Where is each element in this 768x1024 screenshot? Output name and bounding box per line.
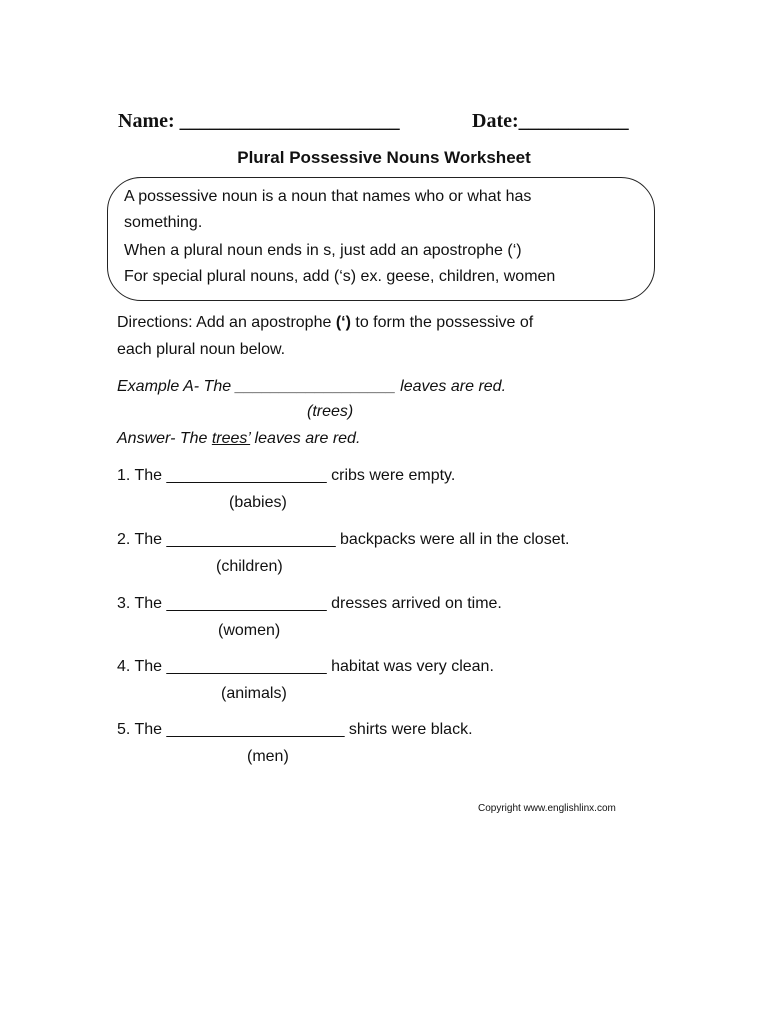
example-answer — [117, 430, 360, 448]
question-1-hint: (babies) — [229, 494, 287, 511]
answer-post: leaves are red. — [250, 430, 361, 447]
name-field — [118, 110, 400, 133]
name-blank: ______________________ — [179, 110, 400, 132]
info-line-3: When a plural noun ends in s, just add an apostrophe (‘) — [124, 242, 522, 259]
directions-text-pre: Directions: Add an apostrophe — [117, 314, 336, 331]
example-sentence: Example A- The __________________ leaves are red. — [117, 378, 507, 395]
worksheet-title: Plural Possessive Nouns Worksheet — [237, 148, 531, 167]
question-2-hint: (children) — [216, 558, 283, 575]
date-blank: ___________ — [518, 110, 629, 132]
question-5: 5. The ____________________ shirts were black. — [117, 721, 473, 738]
copyright-text: Copyright www.englishlinx.com — [478, 803, 616, 814]
example-hint: (trees) — [307, 403, 354, 420]
date-field — [472, 110, 629, 133]
question-2: 2. The ___________________ backpacks were all in the closet. — [117, 531, 570, 548]
info-line-4: For special plural nouns, add (‘s) ex. geese, children, women — [124, 268, 556, 285]
question-4: 4. The __________________ habitat was very clean. — [117, 658, 494, 675]
directions-line-1 — [117, 314, 533, 332]
question-4-hint: (animals) — [221, 685, 287, 702]
question-3: 3. The __________________ dresses arrived on time. — [117, 595, 502, 612]
directions-line-2: each plural noun below. — [117, 341, 286, 358]
question-3-hint: (women) — [218, 622, 281, 639]
date-label: Date: — [472, 110, 519, 132]
info-line-2: something. — [124, 214, 203, 231]
info-line-1: A possessive noun is a noun that names who or what has — [124, 188, 532, 205]
directions-apostrophe: (‘) — [335, 314, 351, 331]
answer-word: trees’ — [211, 430, 251, 447]
directions-text-post: to form the possessive of — [350, 314, 534, 331]
answer-pre: Answer- The — [117, 430, 212, 447]
name-label: Name: — [118, 110, 175, 132]
question-5-hint: (men) — [247, 748, 289, 765]
question-1: 1. The __________________ cribs were empty. — [117, 467, 456, 484]
